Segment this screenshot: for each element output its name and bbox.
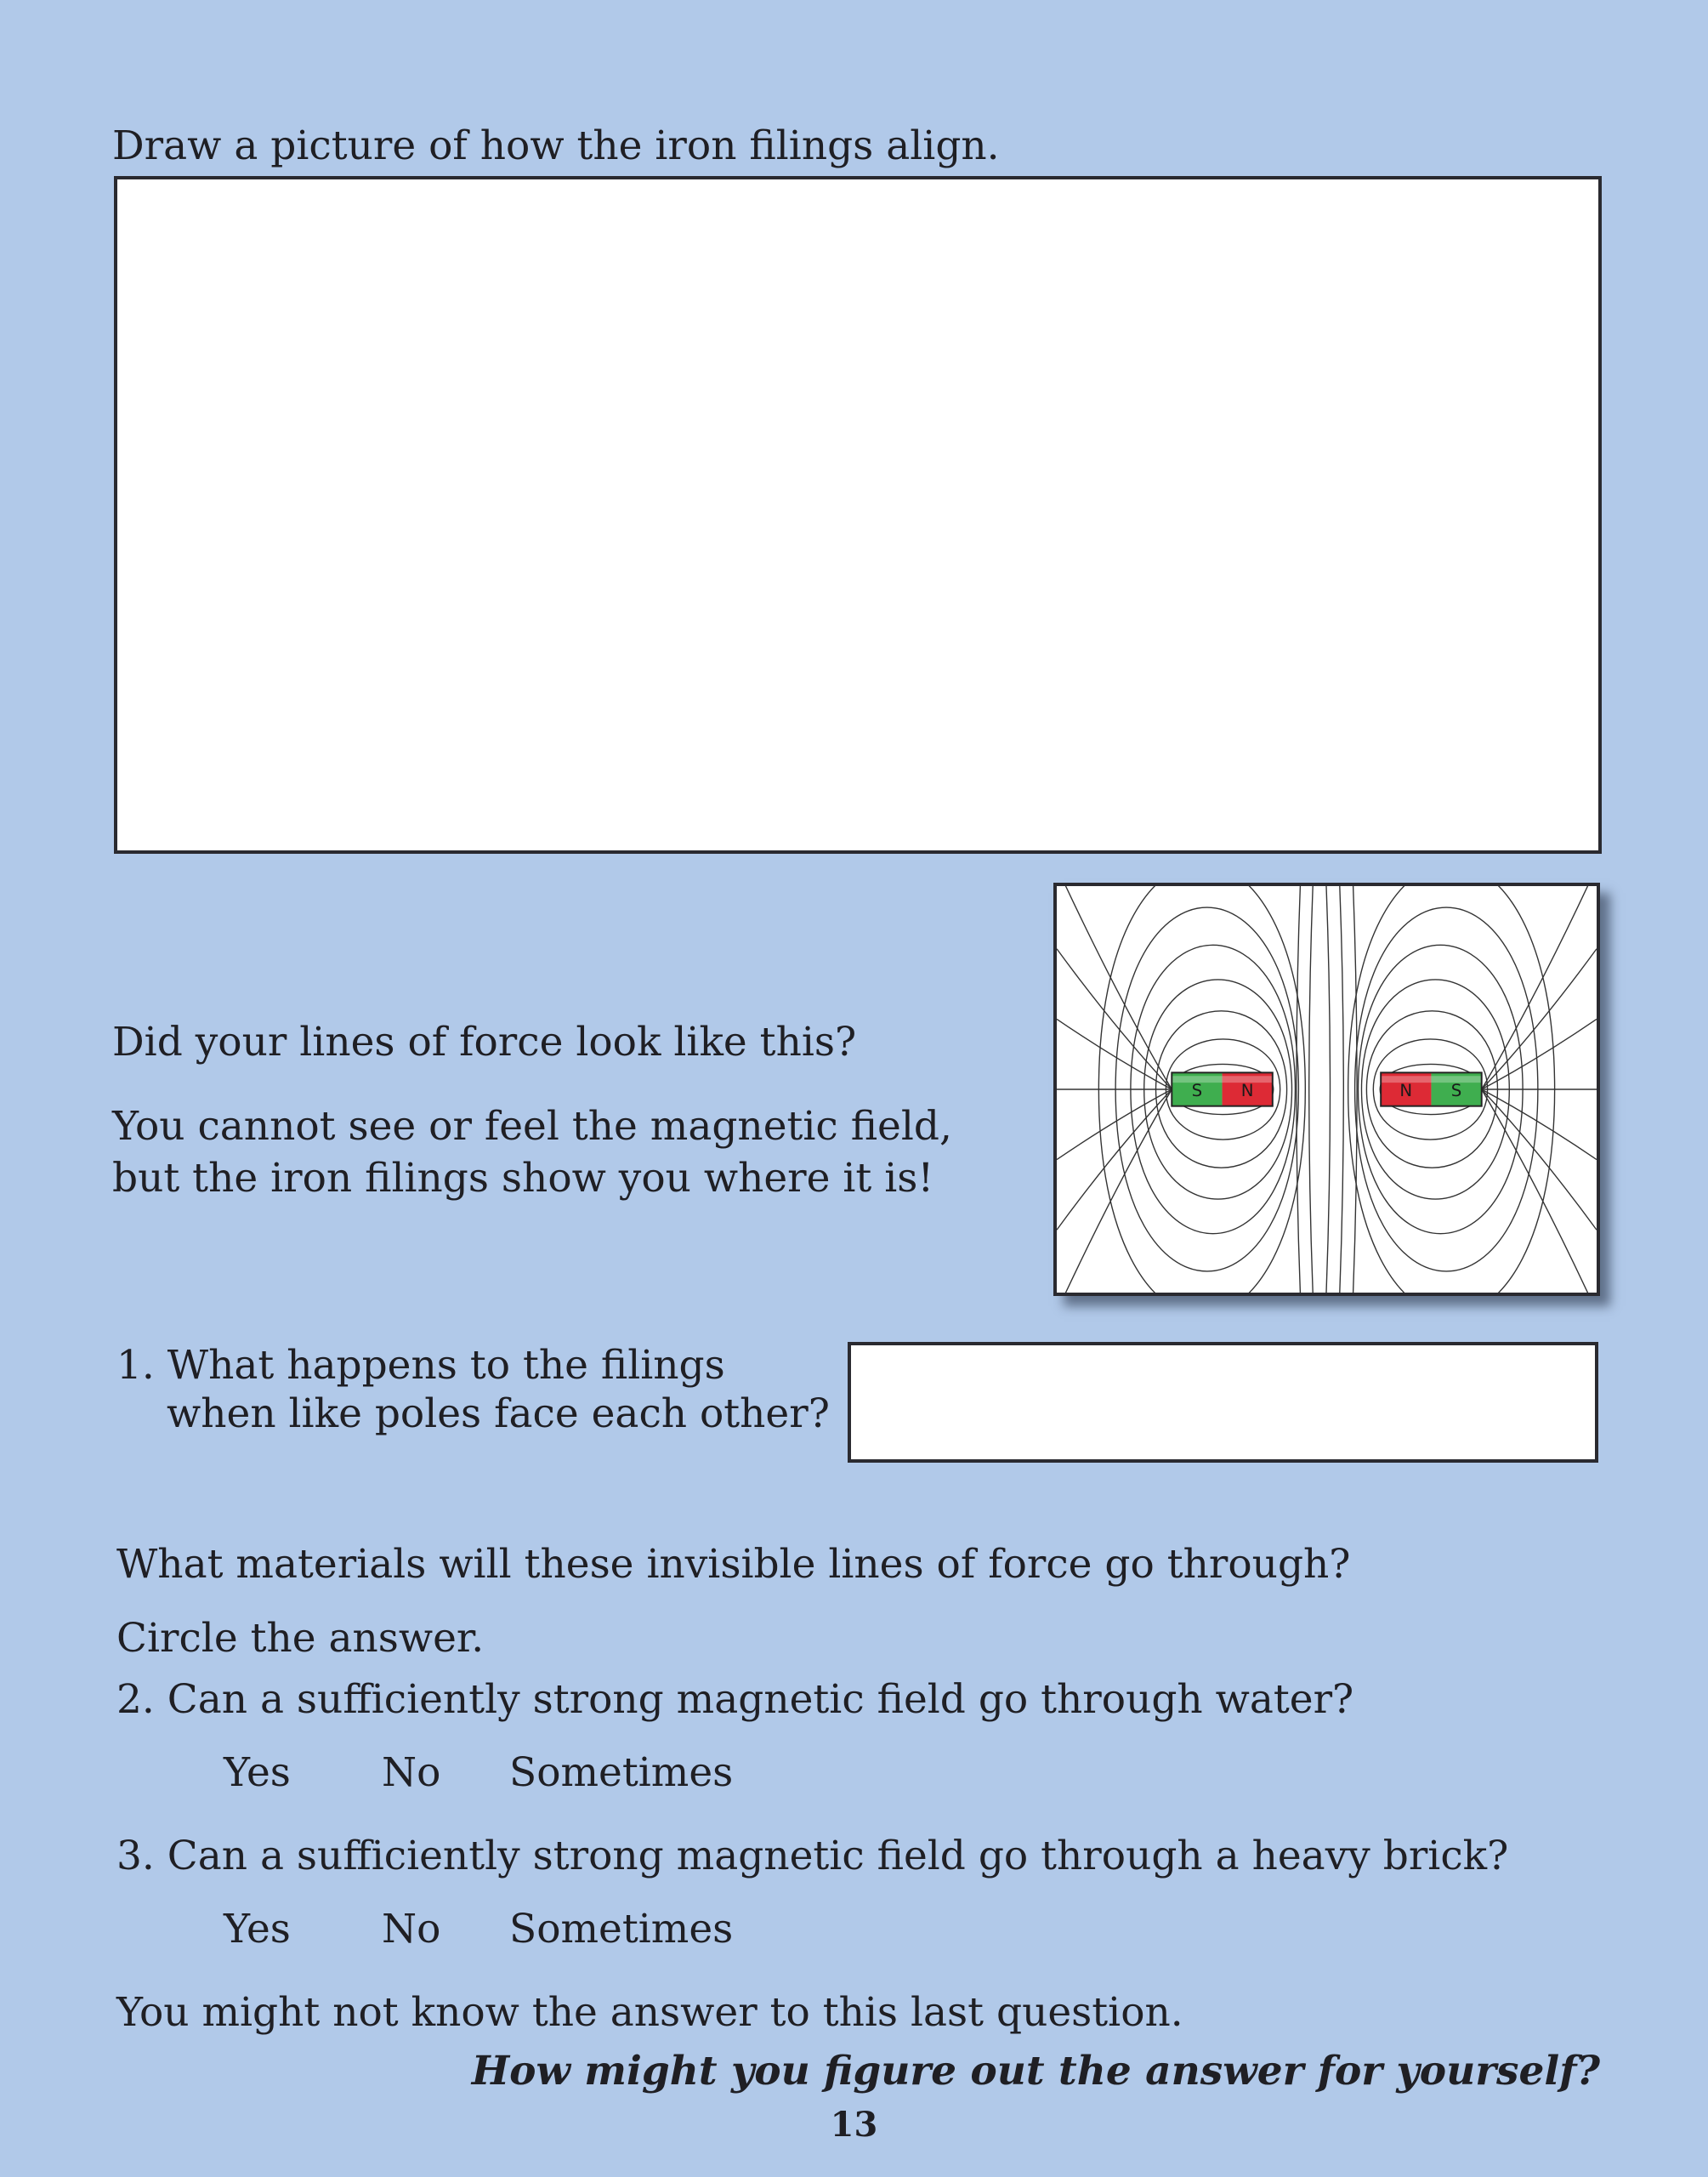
did-lines-question: Did your lines of force look like this? bbox=[112, 1019, 857, 1066]
field-line bbox=[1326, 886, 1330, 1293]
circle-instruction: Circle the answer. bbox=[116, 1615, 485, 1662]
pole-label: S bbox=[1191, 1080, 1203, 1100]
field-line bbox=[1309, 886, 1313, 1293]
question-2-option-sometimes[interactable]: Sometimes bbox=[509, 1749, 734, 1796]
page-number: 13 bbox=[830, 2105, 878, 2145]
field-line bbox=[1482, 949, 1597, 1089]
question-3-option-yes[interactable]: Yes bbox=[224, 1906, 291, 1952]
magnetic-field-figure bbox=[1053, 883, 1600, 1296]
question-3-option-sometimes[interactable]: Sometimes bbox=[509, 1906, 734, 1952]
question-2-option-no[interactable]: No bbox=[382, 1749, 441, 1796]
field-line bbox=[1057, 886, 1172, 1089]
pole-label: N bbox=[1240, 1080, 1254, 1100]
materials-question: What materials will these invisible lines of force go through? bbox=[116, 1541, 1351, 1588]
field-line bbox=[1482, 886, 1597, 1089]
field-line bbox=[1340, 886, 1343, 1293]
field-line bbox=[1057, 949, 1172, 1089]
right-bar-magnet bbox=[1381, 1072, 1482, 1106]
field-line bbox=[1057, 1089, 1172, 1230]
cannot-see-line-2: but the iron filings show you where it is! bbox=[112, 1155, 934, 1202]
closing-question: How might you figure out the answer for yourself? bbox=[471, 2048, 1600, 2095]
question-3-text: 3. Can a sufficiently strong magnetic field go through a heavy brick? bbox=[116, 1833, 1509, 1879]
field-line bbox=[1482, 1089, 1597, 1230]
cannot-see-line-1: You cannot see or feel the magnetic field, bbox=[112, 1103, 952, 1150]
question-1-line-2: when like poles face each other? bbox=[167, 1390, 830, 1437]
answer-box-question-1[interactable] bbox=[848, 1342, 1598, 1463]
field-line bbox=[1482, 1089, 1597, 1293]
drawing-box[interactable] bbox=[114, 176, 1602, 854]
question-2-text: 2. Can a sufficiently strong magnetic field go through water? bbox=[116, 1676, 1354, 1723]
question-1-line-1: 1. What happens to the filings bbox=[116, 1342, 725, 1389]
pole-label: N bbox=[1399, 1080, 1413, 1100]
question-2-option-yes[interactable]: Yes bbox=[224, 1749, 291, 1796]
draw-prompt: Draw a picture of how the iron filings align. bbox=[112, 122, 1000, 169]
pole-label: S bbox=[1450, 1080, 1462, 1100]
field-lines-diagram bbox=[1057, 886, 1597, 1293]
last-note: You might not know the answer to this last question. bbox=[116, 1989, 1183, 2036]
question-3-option-no[interactable]: No bbox=[382, 1906, 441, 1952]
field-line bbox=[1057, 1089, 1172, 1293]
left-bar-magnet bbox=[1172, 1072, 1273, 1106]
